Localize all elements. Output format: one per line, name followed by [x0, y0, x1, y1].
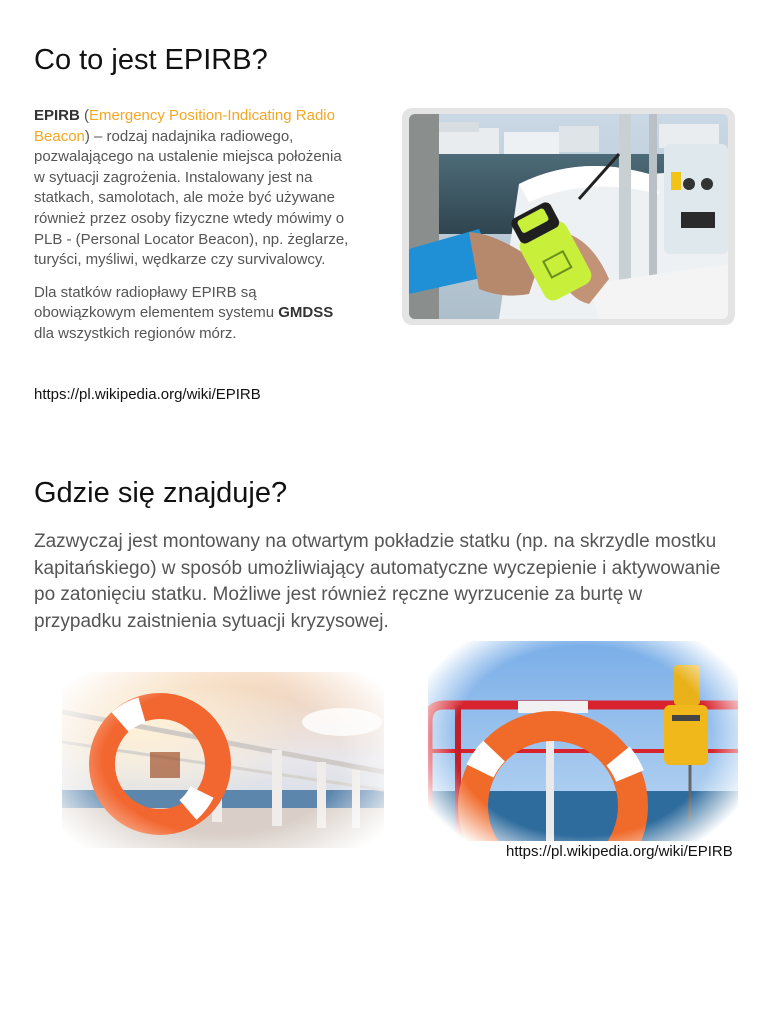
paren-open: (	[79, 107, 90, 124]
section2-title: Gdzie się znajduje?	[34, 477, 288, 509]
epirb-railing-image	[428, 641, 738, 841]
gmdss-paragraph	[34, 283, 356, 345]
gmdss-term: GMDSS	[278, 304, 334, 322]
gmdss-post-text: dla wszystkich regionów mórz.	[34, 324, 237, 342]
term-full-name: Emergency Position-Indicating Radio Beacon	[34, 107, 335, 145]
gmdss-pre-text: Dla statków radiopławy EPIRB są obowiązkowym elementem systemu	[34, 283, 279, 322]
definition-paragraph	[34, 106, 356, 271]
lifebuoy-railing-image	[62, 672, 384, 848]
epirb-handheld-photo	[402, 108, 735, 325]
wikipedia-link-2[interactable]: https://pl.wikipedia.org/wiki/EPIRB	[506, 843, 733, 860]
epirb-term: EPIRB	[34, 107, 80, 124]
epirb-photo-image	[409, 114, 728, 319]
section1-title: Co to jest EPIRB?	[34, 44, 268, 76]
wikipedia-link-1[interactable]: https://pl.wikipedia.org/wiki/EPIRB	[34, 386, 261, 403]
epirb-railing-photo	[428, 641, 738, 841]
lifebuoy-railing-photo	[62, 672, 384, 848]
location-description: Zazwyczaj jest montowany na otwartym pokładzie statku (np. na skrzydle mostku kapitańskiego) w sposób umożliwiający automatyczne wyczepienie i aktywowanie po zatonięciu statku. Możliwe jest również ręczne wyrzucenie za burtę w przypadku zaistnienia sytuacji kryzysowej.	[34, 531, 721, 632]
definition-text: ) – rodzaj nadajnika radiowego, pozwalającego na ustalenie miejsca położenia w sytuacji zagrożenia. Instalowany jest na statkach, samolotach, ale może być używane również przez osoby fizyczne wtedy mówimy o PLB - (Personal Locator Beacon), np. żeglarze, turyści, myśliwi, wędkarze czy survivalowcy.	[34, 127, 349, 269]
intro-text	[34, 106, 356, 357]
